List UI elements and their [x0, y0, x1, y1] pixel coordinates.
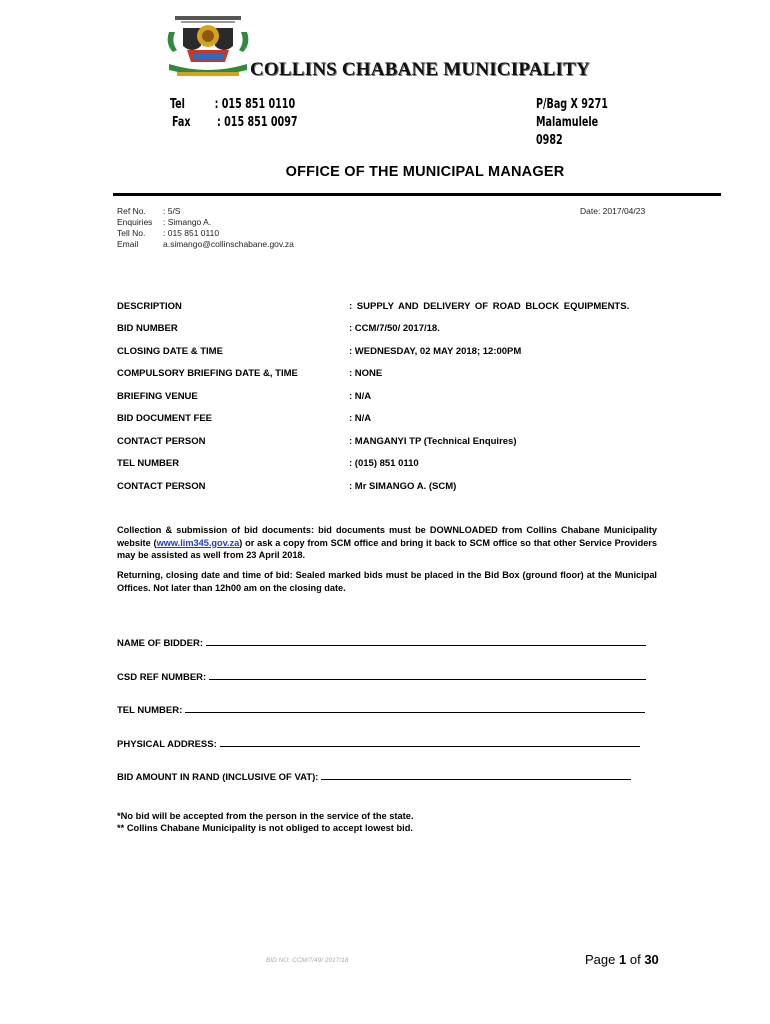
detail-row-briefing-date [0, 368, 770, 384]
ref-no-value: : 5/S [163, 206, 181, 216]
detail-value: : NONE [349, 368, 383, 379]
field-label: TEL NUMBER: [117, 705, 183, 716]
detail-label: BID DOCUMENT FEE [117, 413, 212, 424]
letter-date: Date: 2017/04/23 [580, 206, 646, 216]
address-line-2: Malamulele [536, 115, 599, 130]
detail-row-tel-number [0, 458, 770, 474]
detail-row-contact-scm [0, 481, 770, 497]
detail-value: : CCM/7/50/ 2017/18. [349, 323, 440, 334]
detail-value: : N/A [349, 391, 372, 402]
detail-label: COMPULSORY BRIEFING DATE &, TIME [117, 368, 298, 379]
detail-row-closing-date [0, 346, 770, 362]
enquiries-value: : Simango A. [163, 217, 212, 227]
name-of-bidder-field [117, 636, 646, 649]
email-label: Email [117, 239, 139, 249]
detail-label: BRIEFING VENUE [117, 391, 198, 402]
tell-no-label: Tell No. [117, 228, 146, 238]
detail-row-document-fee [0, 413, 770, 429]
tel-number-input-line[interactable] [185, 703, 645, 713]
detail-label: CLOSING DATE & TIME [117, 346, 223, 357]
detail-value: : (015) 851 0110 [349, 458, 419, 469]
returning-paragraph: Returning, closing date and time of bid: Sealed marked bids must be placed in the Bid Box (ground floor) at the Municipal Offices. Not later than 12h00 am on the closing date. [117, 570, 657, 593]
detail-label: DESCRIPTION [117, 301, 182, 312]
detail-row-description [0, 301, 770, 317]
note-line-2: ** Collins Chabane Municipality is not obliged to accept lowest bid. [117, 823, 413, 833]
detail-row-briefing-venue [0, 391, 770, 407]
physical-address-input-line[interactable] [220, 737, 640, 747]
detail-row-bid-number [0, 323, 770, 339]
page-number [585, 952, 659, 967]
collection-text-end: ) or ask a copy from SCM office and bring it back to SCM office so that other Service Providers may be assisted as well from 23 April 2018. [117, 537, 657, 560]
fax-line [172, 113, 298, 133]
tel-number-field [117, 703, 645, 716]
collection-paragraph [117, 524, 657, 562]
address-line-1: P/Bag X 9271 [536, 97, 608, 112]
bid-amount-input-line[interactable] [321, 770, 631, 780]
footer-bid-number: BID NO: CCM/7/49/ 2017/18 [266, 957, 349, 964]
office-title: OFFICE OF THE MUNICIPAL MANAGER [285, 164, 565, 180]
page-current: 1 [619, 952, 627, 967]
detail-label: CONTACT PERSON [117, 436, 206, 447]
tell-no-value: : 015 851 0110 [163, 228, 220, 238]
tel-value: : 015 851 0110 [214, 97, 296, 112]
header-divider [113, 193, 721, 196]
field-label: CSD REF NUMBER: [117, 672, 207, 683]
fax-value: : 015 851 0097 [216, 115, 298, 130]
tel-line [170, 95, 295, 115]
detail-row-contact-technical [0, 436, 770, 452]
page-of: of [629, 952, 641, 967]
tel-label: Tel [170, 97, 185, 112]
csd-ref-number-input-line[interactable] [209, 670, 646, 680]
address-line-3: 0982 [536, 133, 563, 148]
email-row [0, 239, 770, 251]
detail-label: TEL NUMBER [117, 458, 180, 469]
note-line-1: *No bid will be accepted from the person in the service of the state. [117, 811, 414, 821]
bid-amount-field [117, 770, 631, 783]
name-of-bidder-input-line[interactable] [206, 636, 646, 646]
field-label: PHYSICAL ADDRESS: [117, 739, 217, 750]
detail-value: : WEDNESDAY, 02 MAY 2018; 12:00PM [349, 346, 522, 357]
ref-no-label: Ref No. [117, 206, 146, 216]
municipality-name: COLLINS CHABANE MUNICIPALITY [250, 59, 590, 80]
detail-value: : SUPPLY AND DELIVERY OF ROAD BLOCK EQUIPMENTS. [349, 301, 630, 312]
municipality-website-link[interactable]: www.lim345.gov.za [156, 537, 240, 548]
email-value[interactable]: a.simango@collinschabane.gov.za [163, 239, 294, 249]
municipality-crest-logo [163, 14, 253, 82]
page-word: Page [585, 952, 616, 967]
detail-value: : Mr SIMANGO A. (SCM) [349, 481, 457, 492]
field-label: NAME OF BIDDER: [117, 638, 204, 649]
detail-value: : N/A [349, 413, 372, 424]
enquiries-label: Enquiries [117, 217, 153, 227]
collection-text-start: Collection & submission of bid documents: bid documents must be DOWNLOADED from Collins Chabane Municipality website ( [117, 525, 657, 548]
detail-value: : MANGANYI TP (Technical Enquires) [349, 436, 517, 447]
physical-address-field [117, 737, 640, 750]
field-label: BID AMOUNT IN RAND (INCLUSIVE OF VAT): [117, 772, 319, 783]
csd-ref-number-field [117, 670, 646, 683]
detail-label: BID NUMBER [117, 323, 178, 334]
detail-label: CONTACT PERSON [117, 481, 206, 492]
fax-label: Fax [172, 115, 191, 130]
page-total: 30 [644, 952, 659, 967]
